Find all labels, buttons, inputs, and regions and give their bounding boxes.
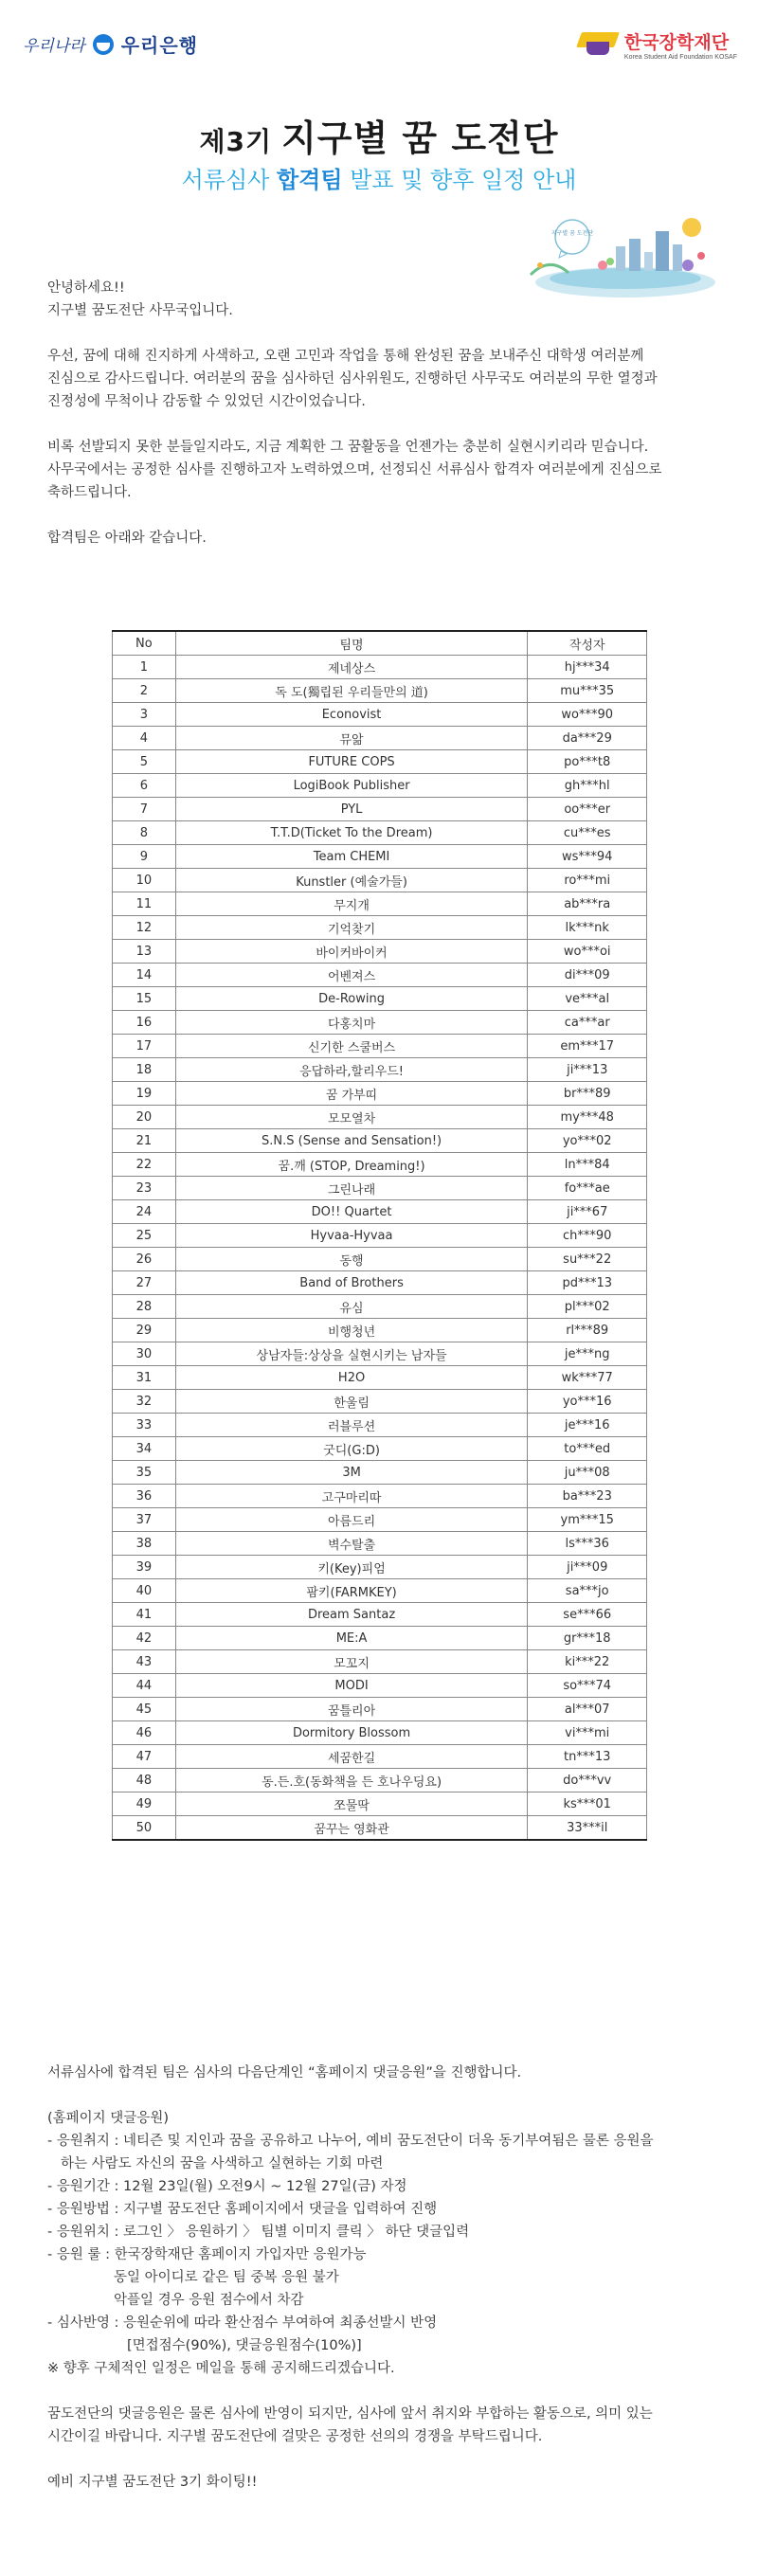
cell-no: 43 bbox=[113, 1650, 176, 1674]
cell-team-name: 신기한 스쿨버스 bbox=[175, 1035, 528, 1058]
cell-no: 37 bbox=[113, 1508, 176, 1532]
cell-author: wk***77 bbox=[528, 1366, 647, 1390]
cell-author: so***74 bbox=[528, 1674, 647, 1698]
bullet-reflect: - 심사반영 : 응원순위에 따라 환산점수 부여하여 최종선발시 반영 bbox=[47, 2315, 438, 2331]
table-row bbox=[113, 1106, 647, 1129]
cell-team-name: LogiBook Publisher bbox=[175, 774, 528, 798]
cell-team-name: 세꿈한길 bbox=[175, 1745, 528, 1769]
cell-no: 7 bbox=[113, 798, 176, 821]
cell-team-name: 러블루션 bbox=[175, 1414, 528, 1437]
table-row bbox=[113, 821, 647, 845]
table-row bbox=[113, 1485, 647, 1508]
closing-paragraph: 꿈도전단의 댓글응원은 물론 심사에 반영이 되지만, 심사에 앞서 취지와 부합하는 활동으로, 의미 있는 bbox=[47, 2406, 653, 2422]
cell-team-name: 기억찾기 bbox=[175, 916, 528, 940]
cell-team-name: FUTURE COPS bbox=[175, 750, 528, 774]
table-row bbox=[113, 1295, 647, 1319]
table-row bbox=[113, 1271, 647, 1295]
cell-no: 18 bbox=[113, 1058, 176, 1082]
cell-author: tn***13 bbox=[528, 1745, 647, 1769]
cell-author: di***09 bbox=[528, 964, 647, 987]
cell-no: 19 bbox=[113, 1082, 176, 1106]
cell-no: 32 bbox=[113, 1390, 176, 1414]
table-row bbox=[113, 1366, 647, 1390]
cell-author: yo***16 bbox=[528, 1390, 647, 1414]
cell-team-name: 동.든.호(동화책을 든 호나우딩요) bbox=[175, 1769, 528, 1792]
cell-author: do***vv bbox=[528, 1769, 647, 1792]
bullet-period: - 응원기간 : 12월 23일(월) 오전9시 ~ 12월 27일(금) 자정 bbox=[47, 2179, 407, 2194]
subtitle-highlight: 합격팀 bbox=[277, 167, 343, 193]
cell-author: mu***35 bbox=[528, 679, 647, 703]
bank-emblem-icon bbox=[93, 34, 114, 55]
passed-teams-table-wrap bbox=[112, 630, 647, 1841]
intro-paragraph: 축하드립니다. bbox=[47, 485, 132, 500]
intro-paragraph: 사무국에서는 공정한 심사를 진행하고자 노력하였으며, 선정되신 서류심사 합격자 여러분에게 진심으로 bbox=[47, 462, 662, 477]
cell-team-name: 동행 bbox=[175, 1248, 528, 1271]
intro-paragraph: 진정성에 무척이나 감동할 수 있었던 시간이었습니다. bbox=[47, 394, 366, 409]
cell-author: gr***18 bbox=[528, 1627, 647, 1650]
table-header-row bbox=[113, 631, 647, 656]
cell-no: 50 bbox=[113, 1816, 176, 1841]
cell-team-name: H2O bbox=[175, 1366, 528, 1390]
cell-no: 5 bbox=[113, 750, 176, 774]
cell-team-name: 꿈.깨 (STOP, Dreaming!) bbox=[175, 1153, 528, 1177]
cell-no: 29 bbox=[113, 1319, 176, 1342]
header bbox=[0, 0, 758, 85]
table-row bbox=[113, 1508, 647, 1532]
cell-no: 10 bbox=[113, 869, 176, 892]
title-main: 지구별 꿈 도전단 bbox=[281, 117, 559, 159]
cell-team-name: De-Rowing bbox=[175, 987, 528, 1011]
cell-team-name: 굿디(G:D) bbox=[175, 1437, 528, 1461]
cell-author: br***89 bbox=[528, 1082, 647, 1106]
cell-author: ch***90 bbox=[528, 1224, 647, 1248]
closing-paragraph: 시간이길 바랍니다. 지구별 꿈도전단에 걸맞은 공정한 선의의 경쟁을 부탁드립니다. bbox=[47, 2429, 543, 2444]
table-row bbox=[113, 656, 647, 679]
bullet-rules: - 응원 룰 : 한국장학재단 홈페이지 가입자만 응원가능 bbox=[47, 2247, 367, 2262]
cell-team-name: 꿈 가부띠 bbox=[175, 1082, 528, 1106]
cell-author: pd***13 bbox=[528, 1271, 647, 1295]
table-row bbox=[113, 916, 647, 940]
table-row bbox=[113, 1532, 647, 1556]
table-lead-in: 합격팀은 아래와 같습니다. bbox=[47, 531, 207, 546]
table-row bbox=[113, 1035, 647, 1058]
cell-no: 31 bbox=[113, 1366, 176, 1390]
greeting: 지구별 꿈도전단 사무국입니다. bbox=[47, 303, 233, 318]
cell-author: ls***36 bbox=[528, 1532, 647, 1556]
table-body bbox=[113, 656, 647, 1841]
cell-author: ln***84 bbox=[528, 1153, 647, 1177]
cell-no: 34 bbox=[113, 1437, 176, 1461]
section-title: (홈페이지 댓글응원) bbox=[47, 2111, 169, 2126]
logo-script-text: 우리나라 bbox=[23, 37, 85, 56]
outro-text bbox=[47, 2062, 730, 2494]
cell-team-name: Dormitory Blossom bbox=[175, 1721, 528, 1745]
cell-team-name: 한울림 bbox=[175, 1390, 528, 1414]
cell-no: 15 bbox=[113, 987, 176, 1011]
cell-team-name: 팜키(FARMKEY) bbox=[175, 1579, 528, 1603]
cell-no: 40 bbox=[113, 1579, 176, 1603]
cell-team-name: 3M bbox=[175, 1461, 528, 1485]
cell-author: oo***er bbox=[528, 798, 647, 821]
cell-author: ju***08 bbox=[528, 1461, 647, 1485]
cell-no: 49 bbox=[113, 1792, 176, 1816]
cell-author: je***ng bbox=[528, 1342, 647, 1366]
cell-no: 3 bbox=[113, 703, 176, 727]
bullet-reflect-cont: [면접점수(90%), 댓글응원점수(10%)] bbox=[127, 2338, 362, 2353]
cell-team-name: 독 도(獨립된 우리들만의 道) bbox=[175, 679, 528, 703]
intro-paragraph: 진심으로 감사드립니다. 여러분의 꿈을 심사하던 심사위원도, 진행하던 사무국도 여러분의 무한 열정과 bbox=[47, 371, 658, 387]
table-row bbox=[113, 750, 647, 774]
cell-team-name: Kunstler (예술가들) bbox=[175, 869, 528, 892]
cell-author: lk***nk bbox=[528, 916, 647, 940]
table-row bbox=[113, 679, 647, 703]
woori-bank-logo[interactable] bbox=[23, 30, 198, 58]
table-row bbox=[113, 1224, 647, 1248]
cell-author: wo***oi bbox=[528, 940, 647, 964]
cell-team-name: 제네상스 bbox=[175, 656, 528, 679]
cell-author: ws***94 bbox=[528, 845, 647, 869]
cell-team-name: 그린나래 bbox=[175, 1177, 528, 1200]
cell-no: 30 bbox=[113, 1342, 176, 1366]
table-row bbox=[113, 1248, 647, 1271]
cell-no: 25 bbox=[113, 1224, 176, 1248]
cell-no: 26 bbox=[113, 1248, 176, 1271]
table-row bbox=[113, 1745, 647, 1769]
cell-team-name: 다홍치마 bbox=[175, 1011, 528, 1035]
cell-no: 47 bbox=[113, 1745, 176, 1769]
cell-no: 44 bbox=[113, 1674, 176, 1698]
cell-author: ji***09 bbox=[528, 1556, 647, 1579]
col-header-no: No bbox=[113, 631, 176, 656]
greeting: 안녕하세요!! bbox=[47, 280, 125, 296]
cell-team-name: S.N.S (Sense and Sensation!) bbox=[175, 1129, 528, 1153]
table-row bbox=[113, 1650, 647, 1674]
col-header-author: 작성자 bbox=[528, 631, 647, 656]
cell-author: ro***mi bbox=[528, 869, 647, 892]
cell-author: em***17 bbox=[528, 1035, 647, 1058]
next-step-line: 서류심사에 합격된 팀은 심사의 다음단계인 “홈페이지 댓글응원”을 진행합니다. bbox=[47, 2065, 522, 2081]
passed-teams-table bbox=[112, 630, 647, 1841]
page-subtitle bbox=[0, 161, 758, 194]
bullet-purpose: - 응원취지 : 네티즌 및 지인과 꿈을 공유하고 나누어, 예비 꿈도전단이 더욱 동기부여됨은 물론 응원을 bbox=[47, 2134, 654, 2149]
cell-no: 2 bbox=[113, 679, 176, 703]
cell-team-name: 바이커바이커 bbox=[175, 940, 528, 964]
table-row bbox=[113, 987, 647, 1011]
table-row bbox=[113, 964, 647, 987]
table-row bbox=[113, 1816, 647, 1841]
cell-no: 9 bbox=[113, 845, 176, 869]
cell-team-name: DO!! Quartet bbox=[175, 1200, 528, 1224]
cell-no: 42 bbox=[113, 1627, 176, 1650]
cell-team-name: 무지개 bbox=[175, 892, 528, 916]
cell-author: po***t8 bbox=[528, 750, 647, 774]
cell-no: 48 bbox=[113, 1769, 176, 1792]
cell-team-name: Econovist bbox=[175, 703, 528, 727]
table-row bbox=[113, 727, 647, 750]
cell-author: su***22 bbox=[528, 1248, 647, 1271]
table-row bbox=[113, 1342, 647, 1366]
cell-author: ji***67 bbox=[528, 1200, 647, 1224]
cell-team-name: 비행청년 bbox=[175, 1319, 528, 1342]
cell-team-name: PYL bbox=[175, 798, 528, 821]
cell-author: gh***hl bbox=[528, 774, 647, 798]
cell-author: cu***es bbox=[528, 821, 647, 845]
cell-author: ym***15 bbox=[528, 1508, 647, 1532]
title-generation: 제3기 bbox=[199, 126, 273, 157]
table-row bbox=[113, 703, 647, 727]
cell-author: ve***al bbox=[528, 987, 647, 1011]
table-row bbox=[113, 1579, 647, 1603]
logo-bank-name: 우리은행 bbox=[120, 34, 198, 57]
bullet-purpose-cont: 하는 사람도 자신의 꿈을 사색하고 실현하는 기회 마련 bbox=[61, 2156, 384, 2171]
cell-team-name: 어벤져스 bbox=[175, 964, 528, 987]
table-row bbox=[113, 1319, 647, 1342]
cell-team-name: Band of Brothers bbox=[175, 1271, 528, 1295]
table-row bbox=[113, 1461, 647, 1485]
table-row bbox=[113, 1011, 647, 1035]
cell-no: 36 bbox=[113, 1485, 176, 1508]
cell-author: vi***mi bbox=[528, 1721, 647, 1745]
table-row bbox=[113, 1556, 647, 1579]
cell-author: je***16 bbox=[528, 1414, 647, 1437]
cell-team-name: 고구마리따 bbox=[175, 1485, 528, 1508]
cell-author: 33***il bbox=[528, 1816, 647, 1841]
col-header-team: 팀명 bbox=[175, 631, 528, 656]
cell-author: sa***jo bbox=[528, 1579, 647, 1603]
cell-team-name: T.T.D(Ticket To the Dream) bbox=[175, 821, 528, 845]
table-row bbox=[113, 798, 647, 821]
cheer-line: 예비 지구별 꿈도전단 3기 화이팅!! bbox=[47, 2475, 258, 2490]
cell-author: wo***90 bbox=[528, 703, 647, 727]
cell-no: 28 bbox=[113, 1295, 176, 1319]
cell-author: rl***89 bbox=[528, 1319, 647, 1342]
table-row bbox=[113, 1792, 647, 1816]
table-row bbox=[113, 1698, 647, 1721]
schedule-note: ※ 향후 구체적인 일정은 메일을 통해 공지해드리겠습니다. bbox=[47, 2361, 395, 2376]
cell-team-name: Dream Santaz bbox=[175, 1603, 528, 1627]
cell-no: 16 bbox=[113, 1011, 176, 1035]
table-row bbox=[113, 1769, 647, 1792]
cell-team-name: 모모열차 bbox=[175, 1106, 528, 1129]
cell-team-name: Team CHEMI bbox=[175, 845, 528, 869]
cell-no: 45 bbox=[113, 1698, 176, 1721]
cell-no: 4 bbox=[113, 727, 176, 750]
cell-no: 13 bbox=[113, 940, 176, 964]
table-row bbox=[113, 1153, 647, 1177]
cell-no: 27 bbox=[113, 1271, 176, 1295]
cell-team-name: Hyvaa-Hyvaa bbox=[175, 1224, 528, 1248]
bullet-method: - 응원방법 : 지구별 꿈도전단 홈페이지에서 댓글을 입력하여 진행 bbox=[47, 2202, 438, 2217]
table-row bbox=[113, 869, 647, 892]
intro-paragraph: 우선, 꿈에 대해 진지하게 사색하고, 오랜 고민과 작업을 통해 완성된 꿈을 보내주신 대학생 여러분께 bbox=[47, 349, 644, 364]
cell-team-name: ME:A bbox=[175, 1627, 528, 1650]
cell-no: 21 bbox=[113, 1129, 176, 1153]
cell-team-name: 뮤앎 bbox=[175, 727, 528, 750]
table-row bbox=[113, 845, 647, 869]
cell-no: 33 bbox=[113, 1414, 176, 1437]
cell-author: yo***02 bbox=[528, 1129, 647, 1153]
cell-team-name: 모꼬지 bbox=[175, 1650, 528, 1674]
cell-author: al***07 bbox=[528, 1698, 647, 1721]
cell-author: to***ed bbox=[528, 1437, 647, 1461]
cell-no: 17 bbox=[113, 1035, 176, 1058]
intro-paragraph: 비록 선발되지 못한 분들일지라도, 지금 계획한 그 꿈활동을 언젠가는 충분히 실현시키리라 믿습니다. bbox=[47, 440, 649, 455]
cell-no: 46 bbox=[113, 1721, 176, 1745]
table-row bbox=[113, 1674, 647, 1698]
cell-author: ab***ra bbox=[528, 892, 647, 916]
cell-author: ca***ar bbox=[528, 1011, 647, 1035]
cell-no: 41 bbox=[113, 1603, 176, 1627]
cell-no: 14 bbox=[113, 964, 176, 987]
cell-author: ba***23 bbox=[528, 1485, 647, 1508]
foundation-name: 한국장학재단 bbox=[623, 32, 730, 53]
cell-author: ks***01 bbox=[528, 1792, 647, 1816]
cell-no: 20 bbox=[113, 1106, 176, 1129]
intro-text bbox=[47, 277, 730, 549]
cell-author: hj***34 bbox=[528, 656, 647, 679]
cell-team-name: 유심 bbox=[175, 1295, 528, 1319]
table-row bbox=[113, 1082, 647, 1106]
cell-no: 39 bbox=[113, 1556, 176, 1579]
cell-no: 38 bbox=[113, 1532, 176, 1556]
table-row bbox=[113, 1200, 647, 1224]
table-row bbox=[113, 1058, 647, 1082]
cell-team-name: 벽수탈출 bbox=[175, 1532, 528, 1556]
cell-no: 1 bbox=[113, 656, 176, 679]
kosaf-logo[interactable] bbox=[577, 28, 737, 61]
table-row bbox=[113, 1390, 647, 1414]
cell-author: fo***ae bbox=[528, 1177, 647, 1200]
bullet-rules-cont: 악플일 경우 응원 점수에서 차감 bbox=[114, 2293, 304, 2308]
table-row bbox=[113, 1721, 647, 1745]
table-row bbox=[113, 774, 647, 798]
cell-team-name: 상남자들:상상을 실현시키는 남자들 bbox=[175, 1342, 528, 1366]
cell-author: pl***02 bbox=[528, 1295, 647, 1319]
cell-author: da***29 bbox=[528, 727, 647, 750]
table-row bbox=[113, 1437, 647, 1461]
cell-team-name: 키(Key)피엄 bbox=[175, 1556, 528, 1579]
bullet-rules-cont: 동일 아이디로 같은 팀 중복 응원 불가 bbox=[114, 2270, 339, 2285]
cell-no: 35 bbox=[113, 1461, 176, 1485]
cell-author: ji***13 bbox=[528, 1058, 647, 1082]
cell-no: 22 bbox=[113, 1153, 176, 1177]
cell-team-name: 쪼물딱 bbox=[175, 1792, 528, 1816]
cell-no: 8 bbox=[113, 821, 176, 845]
table-row bbox=[113, 1603, 647, 1627]
cell-team-name: 응답하라,할리우드! bbox=[175, 1058, 528, 1082]
cell-no: 23 bbox=[113, 1177, 176, 1200]
table-row bbox=[113, 1177, 647, 1200]
cell-author: my***48 bbox=[528, 1106, 647, 1129]
subtitle-part: 서류심사 bbox=[181, 167, 277, 193]
cell-team-name: 아름드리 bbox=[175, 1508, 528, 1532]
table-row bbox=[113, 1129, 647, 1153]
cell-author: ki***22 bbox=[528, 1650, 647, 1674]
table-row bbox=[113, 1627, 647, 1650]
cell-no: 12 bbox=[113, 916, 176, 940]
cell-team-name: 꿈꾸는 영화관 bbox=[175, 1816, 528, 1841]
cell-author: se***66 bbox=[528, 1603, 647, 1627]
table-row bbox=[113, 940, 647, 964]
table-row bbox=[113, 892, 647, 916]
table-row bbox=[113, 1414, 647, 1437]
subtitle-part: 발표 및 향후 일정 안내 bbox=[342, 167, 577, 193]
graduation-cap-icon bbox=[577, 28, 619, 61]
cell-no: 24 bbox=[113, 1200, 176, 1224]
cell-team-name: 꿈틀리아 bbox=[175, 1698, 528, 1721]
illust-bubble-text: 지구별 꿈 도전단 bbox=[550, 230, 594, 237]
bullet-location: - 응원위치 : 로그인 〉 응원하기 〉 팀별 이미지 클릭 〉 하단 댓글입력 bbox=[47, 2225, 470, 2240]
cell-no: 6 bbox=[113, 774, 176, 798]
cell-no: 11 bbox=[113, 892, 176, 916]
page-title bbox=[0, 109, 758, 161]
cell-team-name: MODI bbox=[175, 1674, 528, 1698]
foundation-subname: Korea Student Aid Foundation KOSAF bbox=[623, 54, 737, 61]
